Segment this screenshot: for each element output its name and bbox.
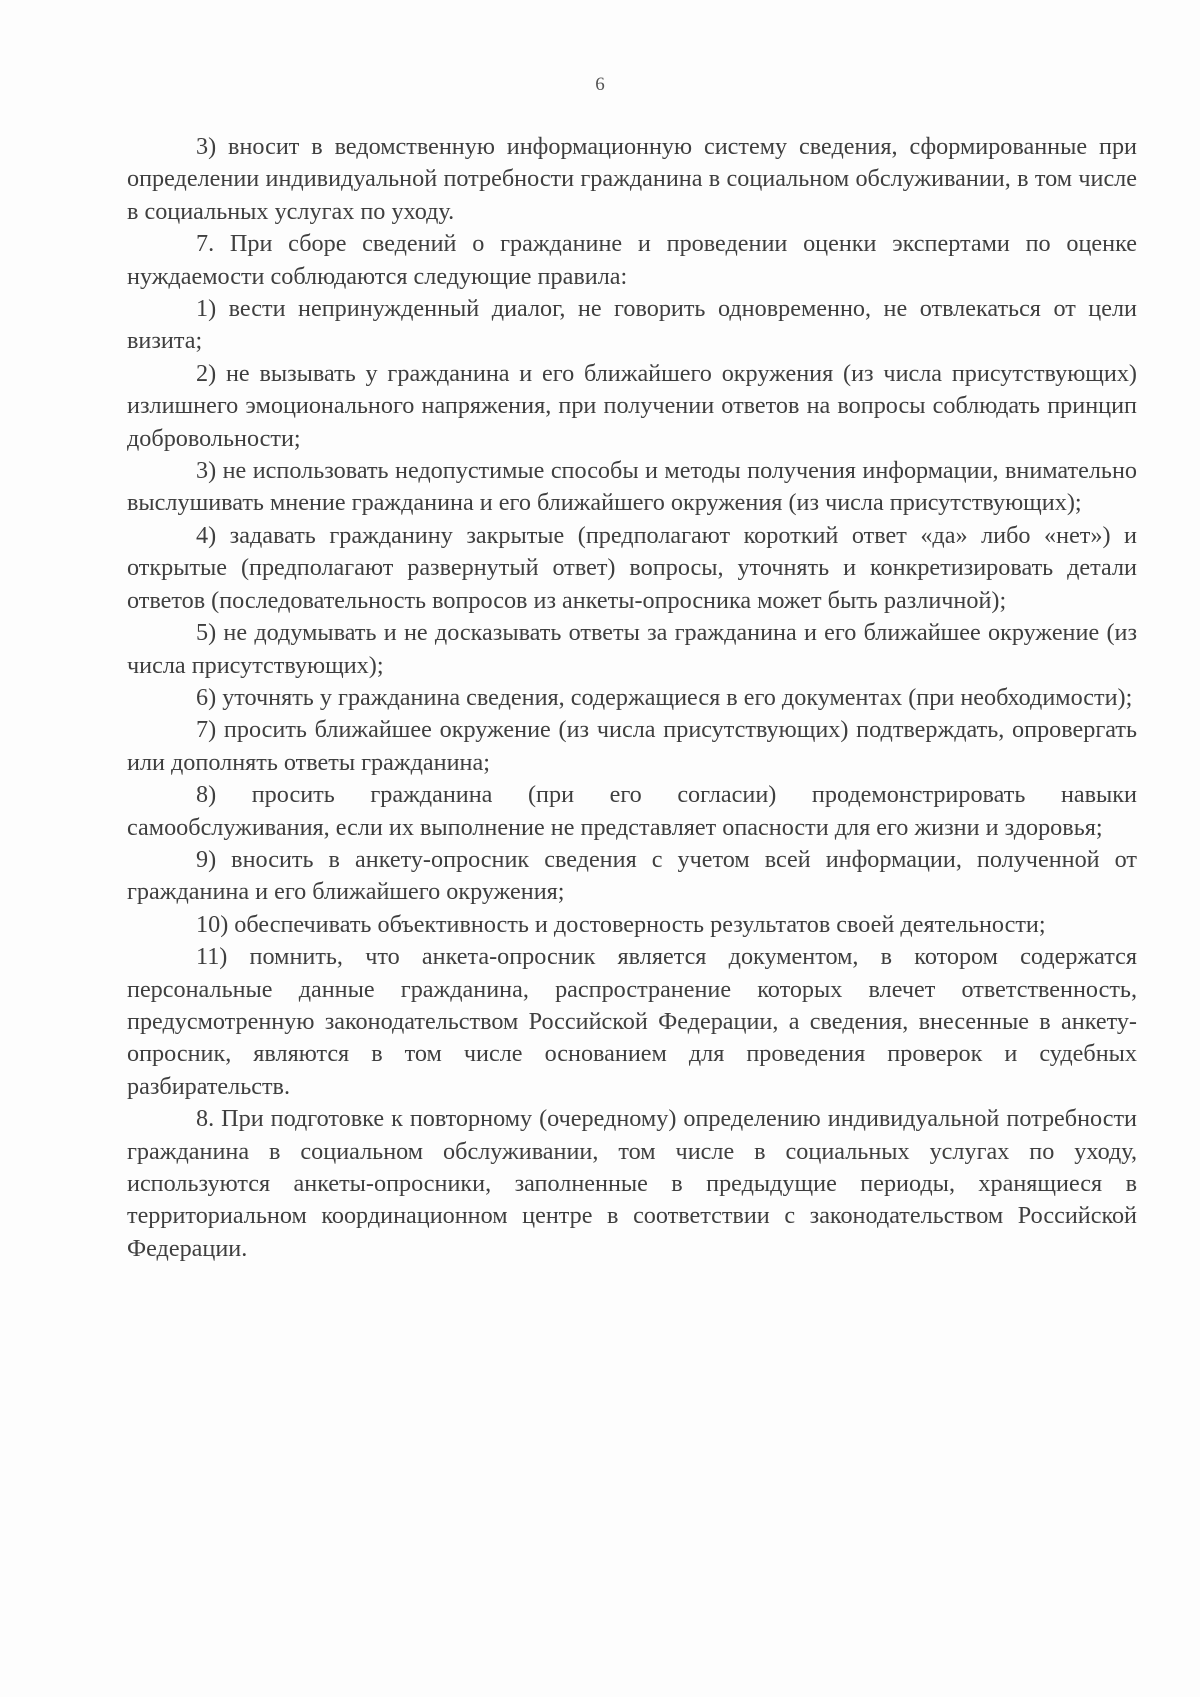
rule-9: 9) вносить в анкету-опросник сведения с учетом всей информации, полученной от гражданина и его ближайшего окружения; bbox=[127, 845, 1137, 906]
rule-11: 11) помнить, что анкета-опросник является документом, в котором содержатся персональные данные гражданина, распространение которых влечет ответственность, предусмотренную законодательством Российской Федерации, а сведения, внесенные в анкету-опросник, являются в том числе основанием для проведения проверок и судебных разбирательств. bbox=[127, 943, 1137, 1100]
paragraph-3-enter-info: 3) вносит в ведомственную информационную систему сведения, сформированные при определении индивидуальной потребности гражданина в социальном обслуживании, в том числе в социальных услугах по уходу. bbox=[127, 133, 1137, 225]
rule-1: 1) вести непринужденный диалог, не говорить одновременно, не отвлекаться от цели визита; bbox=[127, 295, 1137, 355]
rule-5: 5) не додумывать и не досказывать ответы за гражданина и его ближайшее окружение (из числа присутствующих); bbox=[127, 619, 1137, 679]
rule-2: 2) не вызывать у гражданина и его ближайшего окружения (из числа присутствующих) излишнего эмоционального напряжения, при получении ответов на вопросы соблюдать принцип добровольности; bbox=[127, 359, 1137, 452]
rule-6: 6) уточнять у гражданина сведения, содержащиеся в его документах (при необходимости); bbox=[196, 683, 1133, 711]
rule-8: 8) просить гражданина (при его согласии) продемонстрировать навыки самообслуживания, если их выполнение не представляет опасности для его жизни и здоровья; bbox=[127, 781, 1137, 841]
rule-3: 3) не использовать недопустимые способы и методы получения информации, внимательно выслушивать мнение гражданина и его ближайшего окружения (из числа присутствующих); bbox=[127, 457, 1137, 517]
paragraph-8-repeat-assessment: 8. При подготовке к повторному (очередному) определению индивидуальной потребности гражданина в социальном обслуживании, том числе в социальных услугах по уходу, используются анкеты-опросники, заполненные в предыдущие периоды, хранящиеся в территориальном координационном центре в соответствии с законодательством Российской Федерации. bbox=[127, 1105, 1137, 1262]
page-number: 6 bbox=[595, 74, 605, 95]
rule-4: 4) задавать гражданину закрытые (предполагают короткий ответ «да» либо «нет») и открытые (предполагают развернутый ответ) вопросы, уточнять и конкретизировать детали ответов (последовательность вопросов из анкеты-опросника может быть различной); bbox=[127, 521, 1137, 614]
document-body bbox=[127, 131, 1137, 1265]
paragraph-7-rules-intro: 7. При сборе сведений о гражданине и проведении оценки экспертами по оценке нуждаемости соблюдаются следующие правила: bbox=[127, 230, 1137, 290]
rule-10: 10) обеспечивать объективность и достоверность результатов своей деятельности; bbox=[196, 910, 1046, 938]
rule-7: 7) просить ближайшее окружение (из числа присутствующих) подтверждать, опровергать или дополнять ответы гражданина; bbox=[127, 716, 1137, 776]
